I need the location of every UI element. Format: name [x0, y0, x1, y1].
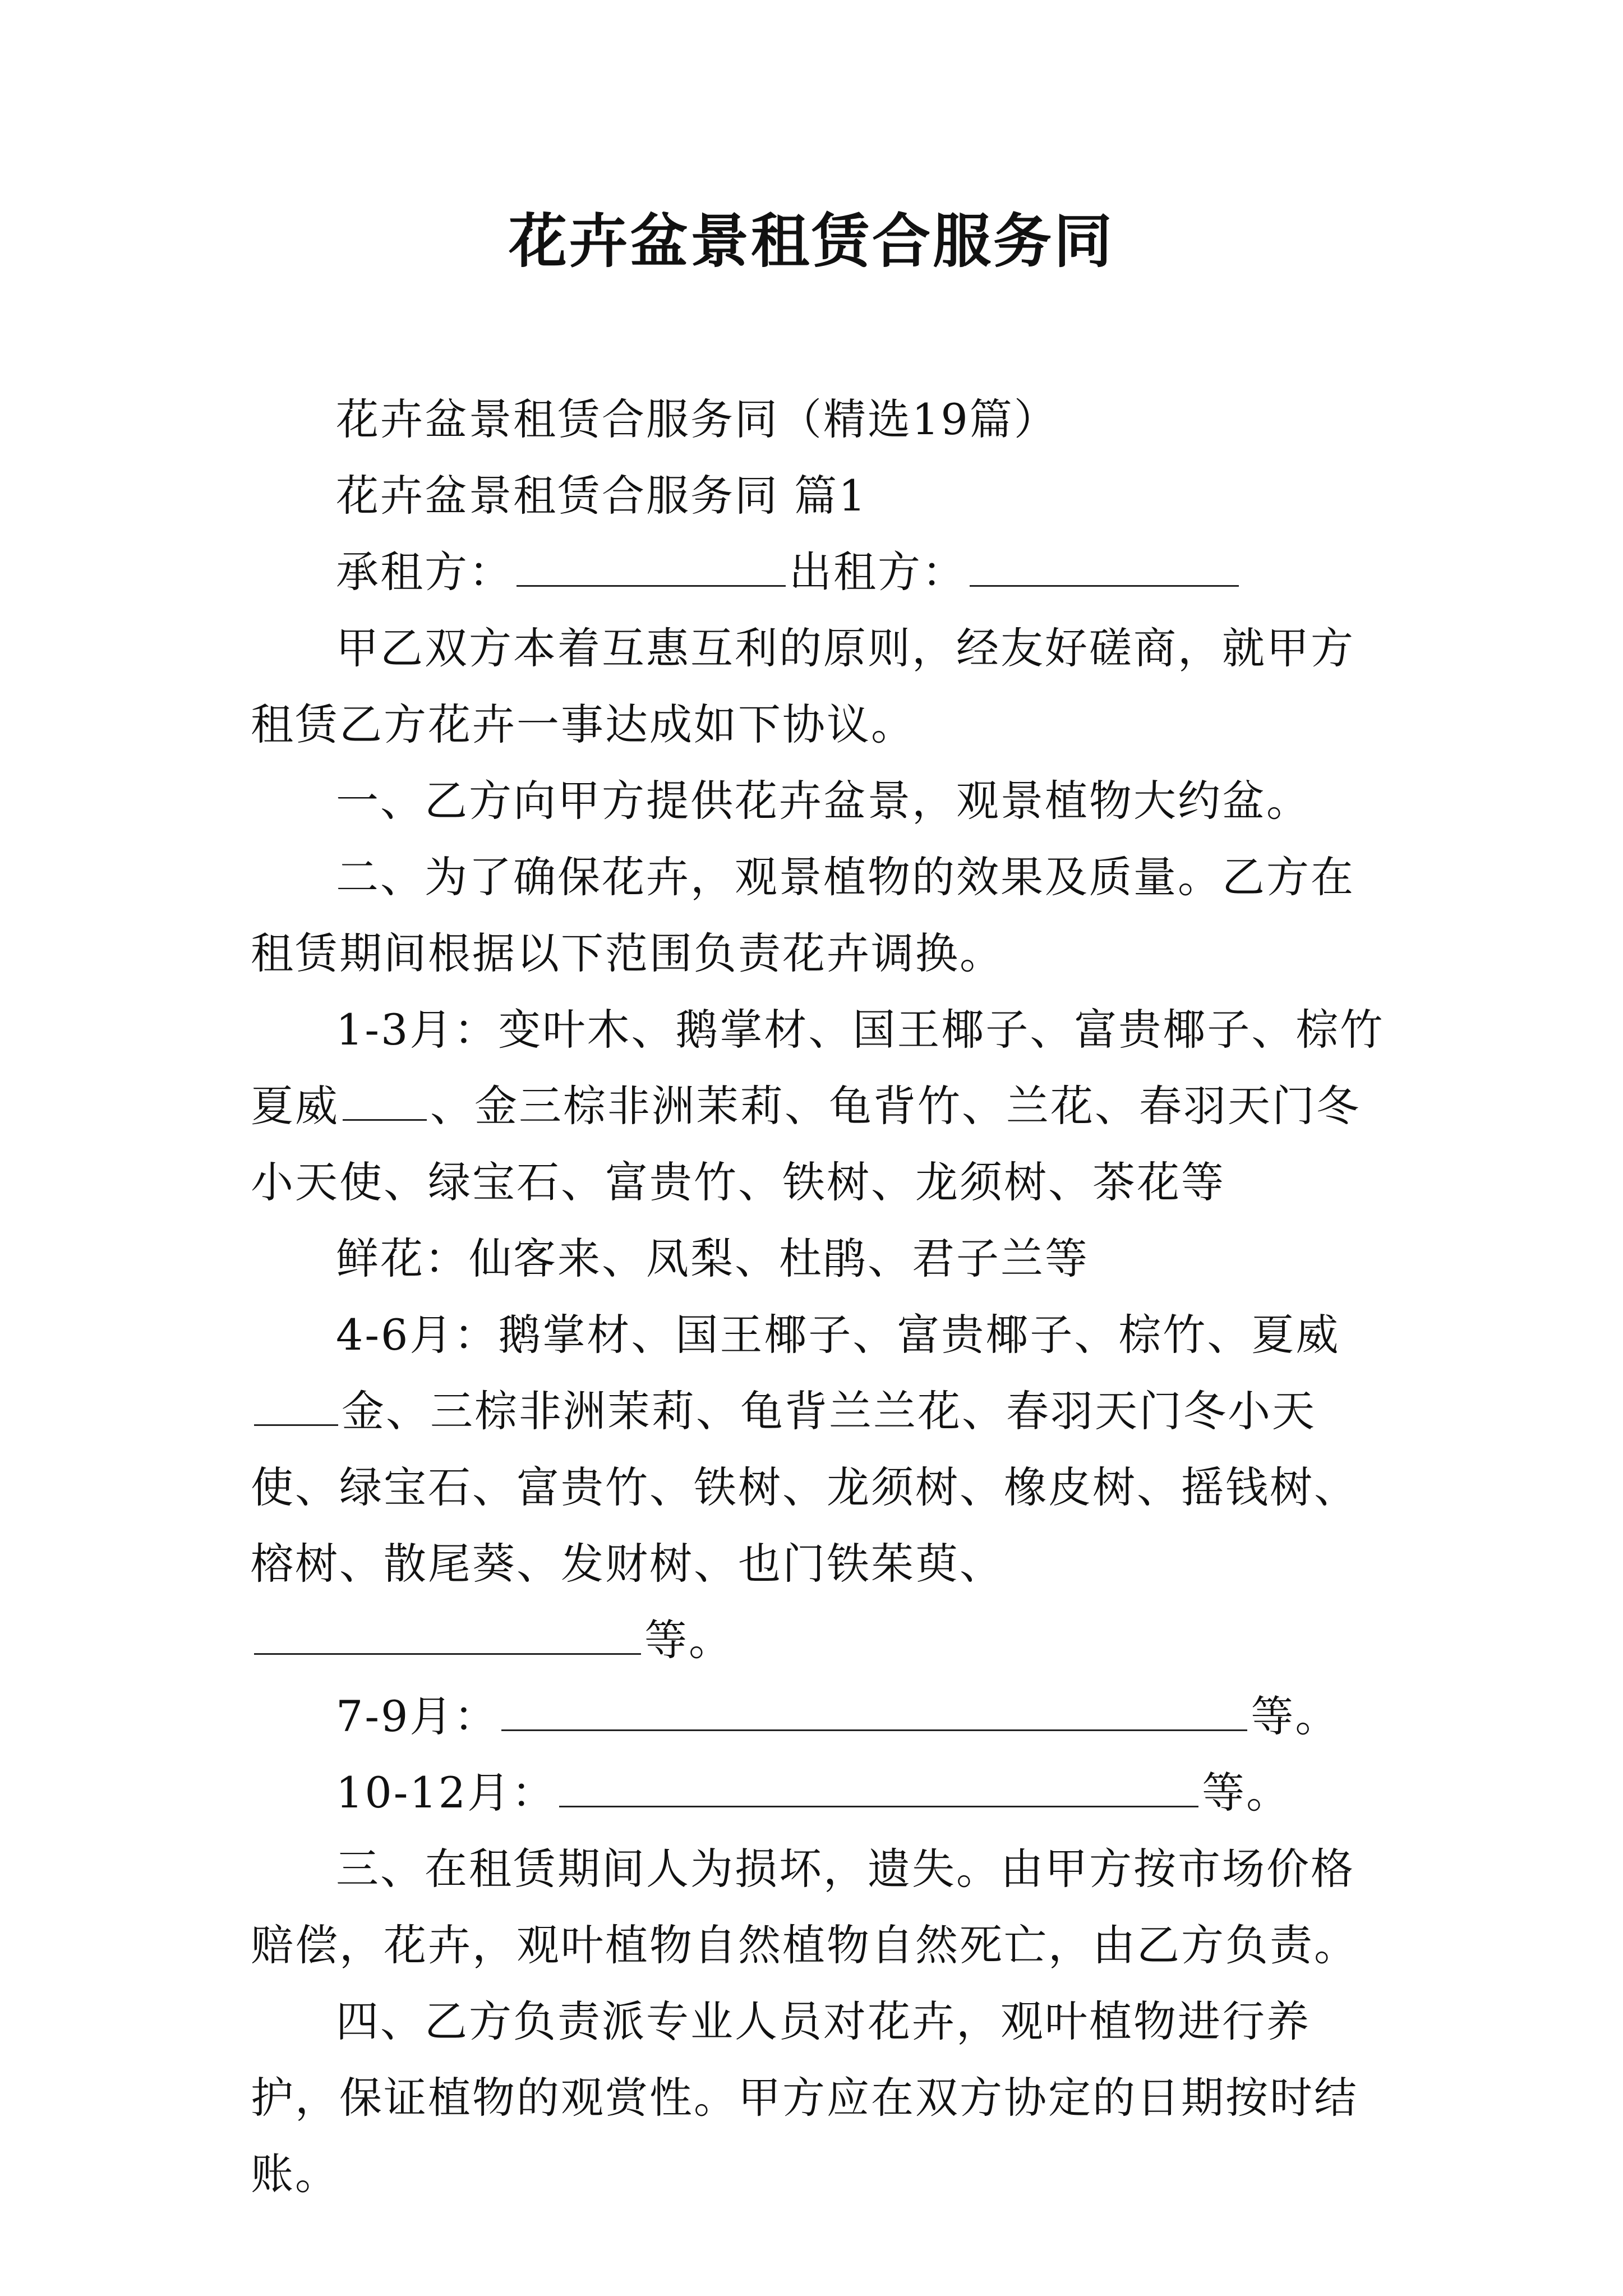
- oct-dec-label: 10-12月：: [336, 1768, 556, 1818]
- document-body: [251, 381, 1389, 2212]
- lessor-blank: [970, 546, 1239, 587]
- jul-sep-blank: [501, 1690, 1247, 1731]
- jan-mar-plants: [251, 992, 1389, 1221]
- intro-paragraph: 甲乙双方本着互惠互利的原则，经友好磋商，就甲方租赁乙方花卉一事达成如下协议。: [251, 623, 1355, 749]
- lessee-blank: [517, 546, 786, 587]
- parties-line: [251, 534, 1389, 610]
- jul-sep-label: 7-9月：: [336, 1691, 499, 1741]
- oct-dec-blank: [559, 1766, 1198, 1807]
- apr-jun-blank: [254, 1614, 641, 1655]
- subtitle: 花卉盆景租赁合服务同（精选19篇）: [336, 394, 1058, 444]
- lessor-label: 出租方：: [789, 547, 966, 597]
- clause-1: 一、乙方向甲方提供花卉盆景，观景植物大约盆。: [336, 776, 1311, 826]
- jul-sep-line: [251, 1678, 1389, 1755]
- jan-mar-blank: [343, 1080, 427, 1121]
- apr-jun-plants: [251, 1297, 1389, 1678]
- oct-dec-end: 等。: [1202, 1768, 1291, 1818]
- document-title: 花卉盆景租赁合服务同: [508, 206, 1114, 275]
- apr-jun-blank-inline: [254, 1385, 338, 1426]
- jan-mar-text-b: 、金三棕非洲茉莉、龟背竹、兰花、春羽天门冬小天使、绿宝石、富贵竹、铁树、龙须树、茶花等: [251, 1081, 1361, 1207]
- lessee-label: 承租方：: [336, 547, 513, 597]
- jul-sep-end: 等。: [1251, 1691, 1340, 1741]
- apr-jun-text-a: 4-6月：鹅掌材、国王椰子、富贵椰子、棕竹、夏威: [336, 1310, 1340, 1360]
- oct-dec-line: [251, 1755, 1389, 1831]
- clause-3: 三、在租赁期间人为损坏，遗失。由甲方按市场价格赔偿，花卉，观叶植物自然植物自然死亡，由乙方负责。: [251, 1844, 1358, 1970]
- jan-mar-text-a: 1-3月：变叶木、鹅掌材、国王椰子、富贵椰子、棕竹夏威: [251, 1005, 1385, 1131]
- clause-4: 四、乙方负责派专业人员对花卉，观叶植物进行养护，保证植物的观赏性。甲方应在双方协定的日期按时结账。: [251, 1996, 1358, 2199]
- fresh-flowers: 鲜花：仙客来、凤梨、杜鹃、君子兰等: [336, 1234, 1089, 1283]
- section-heading: 花卉盆景租赁合服务同 篇1: [336, 471, 868, 521]
- apr-jun-text-b: 金、三棕非洲茉莉、龟背兰兰花、春羽天门冬小天使、绿宝石、富贵竹、铁树、龙须树、橡皮树、摇钱树、榕树、散尾葵、发财树、也门铁茱萸、: [251, 1386, 1358, 1589]
- clause-2: 二、为了确保花卉，观景植物的效果及质量。乙方在租赁期间根据以下范围负责花卉调换。: [251, 852, 1355, 978]
- apr-jun-end: 等。: [644, 1615, 733, 1665]
